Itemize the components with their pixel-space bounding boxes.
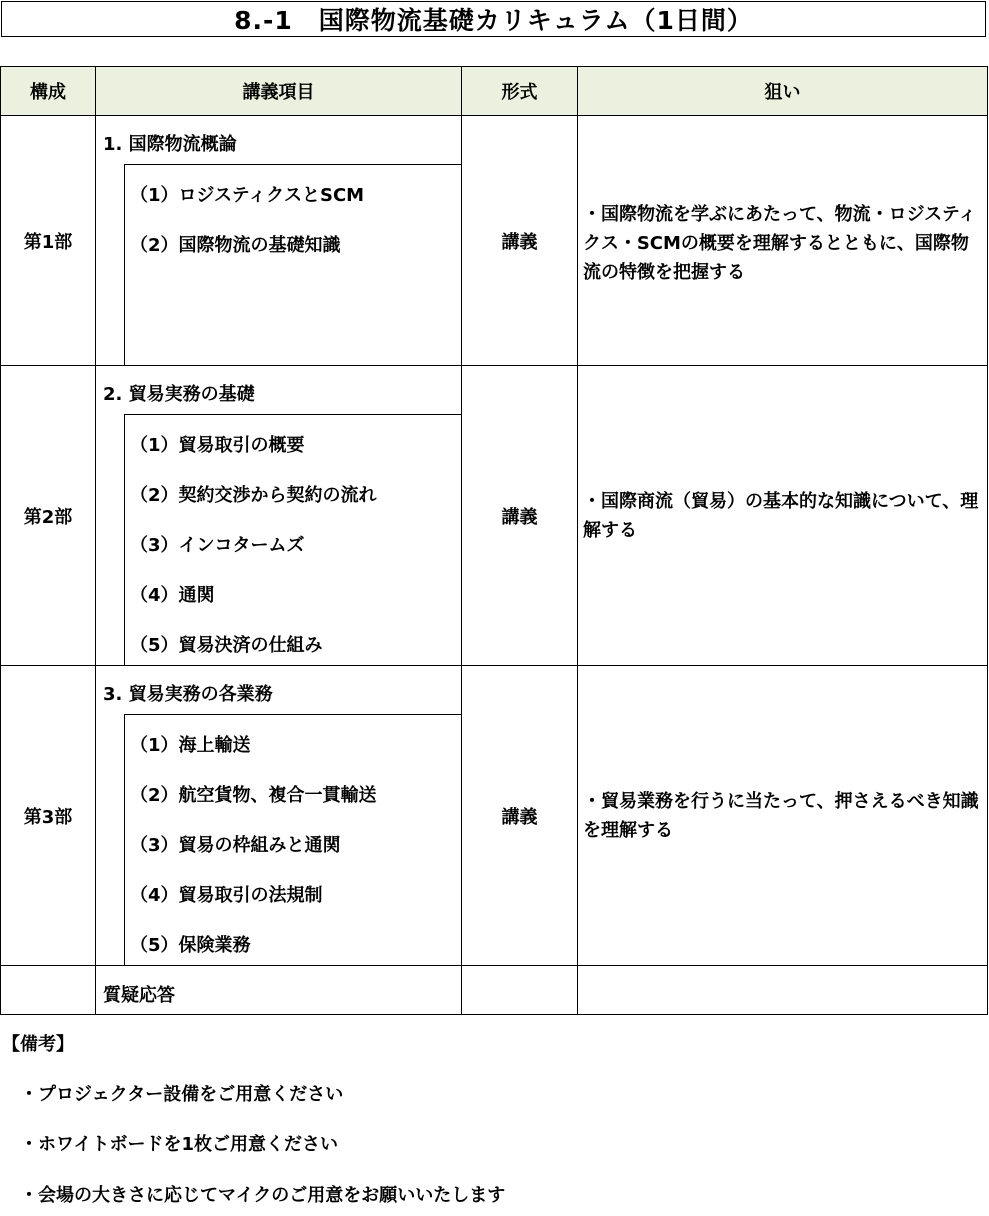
part-3-item-1: （1）海上輸送 — [130, 735, 251, 756]
part-2-items-cell — [95, 365, 462, 666]
part-2-item-3: （3）インコタームズ — [130, 535, 305, 556]
part-3-divider — [124, 714, 462, 715]
qa-empty-cell — [0, 965, 96, 1015]
part-2-aim: ・国際商流（貿易）の基本的な知識について、理解する — [583, 491, 979, 541]
note-item-1: ・プロジェクター設備をご用意ください — [20, 1084, 344, 1105]
part-3-format: 講義 — [461, 665, 578, 966]
part-3-heading: 3. 貿易実務の各業務 — [103, 684, 273, 705]
part-1-label: 第1部 — [0, 115, 96, 366]
note-item-3: ・会場の大きさに応じてマイクのご用意をお願いいたします — [20, 1185, 506, 1206]
part-1-heading: 1. 国際物流概論 — [103, 134, 237, 155]
header-lecture-items: 講義項目 — [95, 66, 462, 116]
part-1-indent-line — [124, 164, 125, 365]
qa-format-cell — [461, 965, 578, 1015]
part-2-item-2: （2）契約交渉から契約の流れ — [130, 485, 377, 506]
notes-heading: 【備考】 — [2, 1034, 74, 1055]
part-3-item-3: （3）貿易の枠組みと通関 — [130, 835, 341, 856]
part-3-item-4: （4）貿易取引の法規制 — [130, 885, 323, 906]
header-format: 形式 — [461, 66, 578, 116]
qa-aim-cell — [577, 965, 988, 1015]
part-2-item-4: （4）通関 — [130, 585, 215, 606]
part-2-indent-line — [124, 414, 125, 665]
part-3-aim: ・貿易業務を行うに当たって、押さえるべき知識を理解する — [583, 791, 979, 841]
part-3-indent-line — [124, 714, 125, 965]
note-item-2: ・ホワイトボードを1枚ご用意ください — [20, 1134, 338, 1155]
part-3-item-2: （2）航空貨物、複合一貫輸送 — [130, 785, 377, 806]
part-2-item-1: （1）貿易取引の概要 — [130, 435, 305, 456]
header-aim: 狙い — [577, 66, 988, 116]
part-2-format: 講義 — [461, 365, 578, 666]
part-1-item-1: （1）ロジスティクスとSCM — [130, 185, 365, 206]
part-3-items-cell — [95, 665, 462, 966]
part-2-label: 第2部 — [0, 365, 96, 666]
part-2-divider — [124, 414, 462, 415]
part-2-heading: 2. 貿易実務の基礎 — [103, 384, 255, 405]
part-1-format: 講義 — [461, 115, 578, 366]
part-1-divider — [124, 164, 462, 165]
part-3-label: 第3部 — [0, 665, 96, 966]
part-2-item-5: （5）貿易決済の仕組み — [130, 635, 323, 656]
header-structure: 構成 — [0, 66, 96, 116]
qa-label: 質疑応答 — [103, 985, 175, 1006]
page-title: 8.-1 国際物流基礎カリキュラム（1日間） — [1, 1, 986, 37]
part-3-item-5: （5）保険業務 — [130, 935, 251, 956]
part-1-aim: ・国際物流を学ぶにあたって、物流・ロジスティクス・SCMの概要を理解するとともに、国際物流の特徴を把握する — [583, 204, 977, 283]
part-1-item-2: （2）国際物流の基礎知識 — [130, 235, 341, 256]
